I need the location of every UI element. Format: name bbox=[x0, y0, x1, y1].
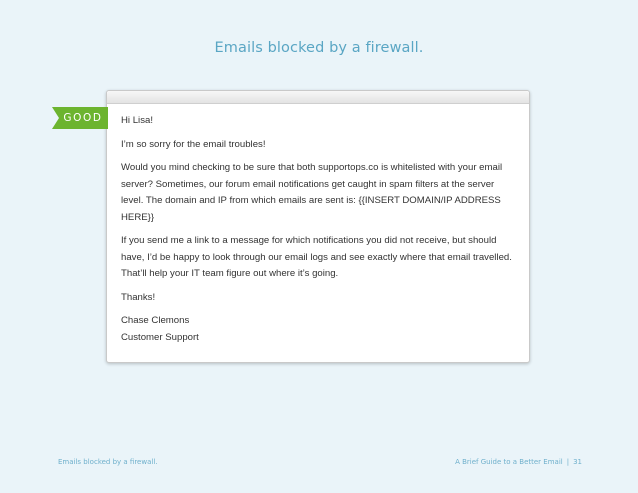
email-paragraph-logs: If you send me a link to a message for which notifications you did not receive, but should have, I’d be happy to look through our email logs and see exactly where that email travelled. That’ll help your IT team figure out where it’s going. bbox=[121, 235, 512, 279]
signature-name: Chase Clemons bbox=[121, 315, 190, 326]
good-badge bbox=[52, 107, 108, 129]
signature-title: Customer Support bbox=[121, 331, 199, 343]
email-greeting: Hi Lisa! bbox=[121, 115, 153, 126]
email-paragraph-apology: I’m so sorry for the email troubles! bbox=[121, 138, 266, 150]
badge-label: GOOD bbox=[63, 112, 103, 124]
email-paragraph-whitelist: Would you mind checking to be sure that both supportops.co is whitelisted with your email server? Sometimes, our forum email notifications get caught in spam filters at the server level. The domain and IP from which emails are sent is: {{INSERT DOMAIN/IP ADDRESS HERE}} bbox=[121, 162, 503, 223]
page-title: Emails blocked by a firewall. bbox=[214, 40, 424, 56]
window-titlebar bbox=[107, 91, 529, 104]
email-paragraph-thanks: Thanks! bbox=[121, 291, 156, 303]
email-window bbox=[106, 90, 530, 363]
footer-section-title: Emails blocked by a firewall. bbox=[58, 458, 158, 466]
footer-page-number: 31 bbox=[573, 458, 582, 466]
footer-book-info bbox=[455, 458, 582, 466]
footer-book-title: A Brief Guide to a Better Email bbox=[455, 458, 563, 466]
email-body bbox=[121, 113, 519, 346]
footer-separator: | bbox=[566, 458, 570, 466]
